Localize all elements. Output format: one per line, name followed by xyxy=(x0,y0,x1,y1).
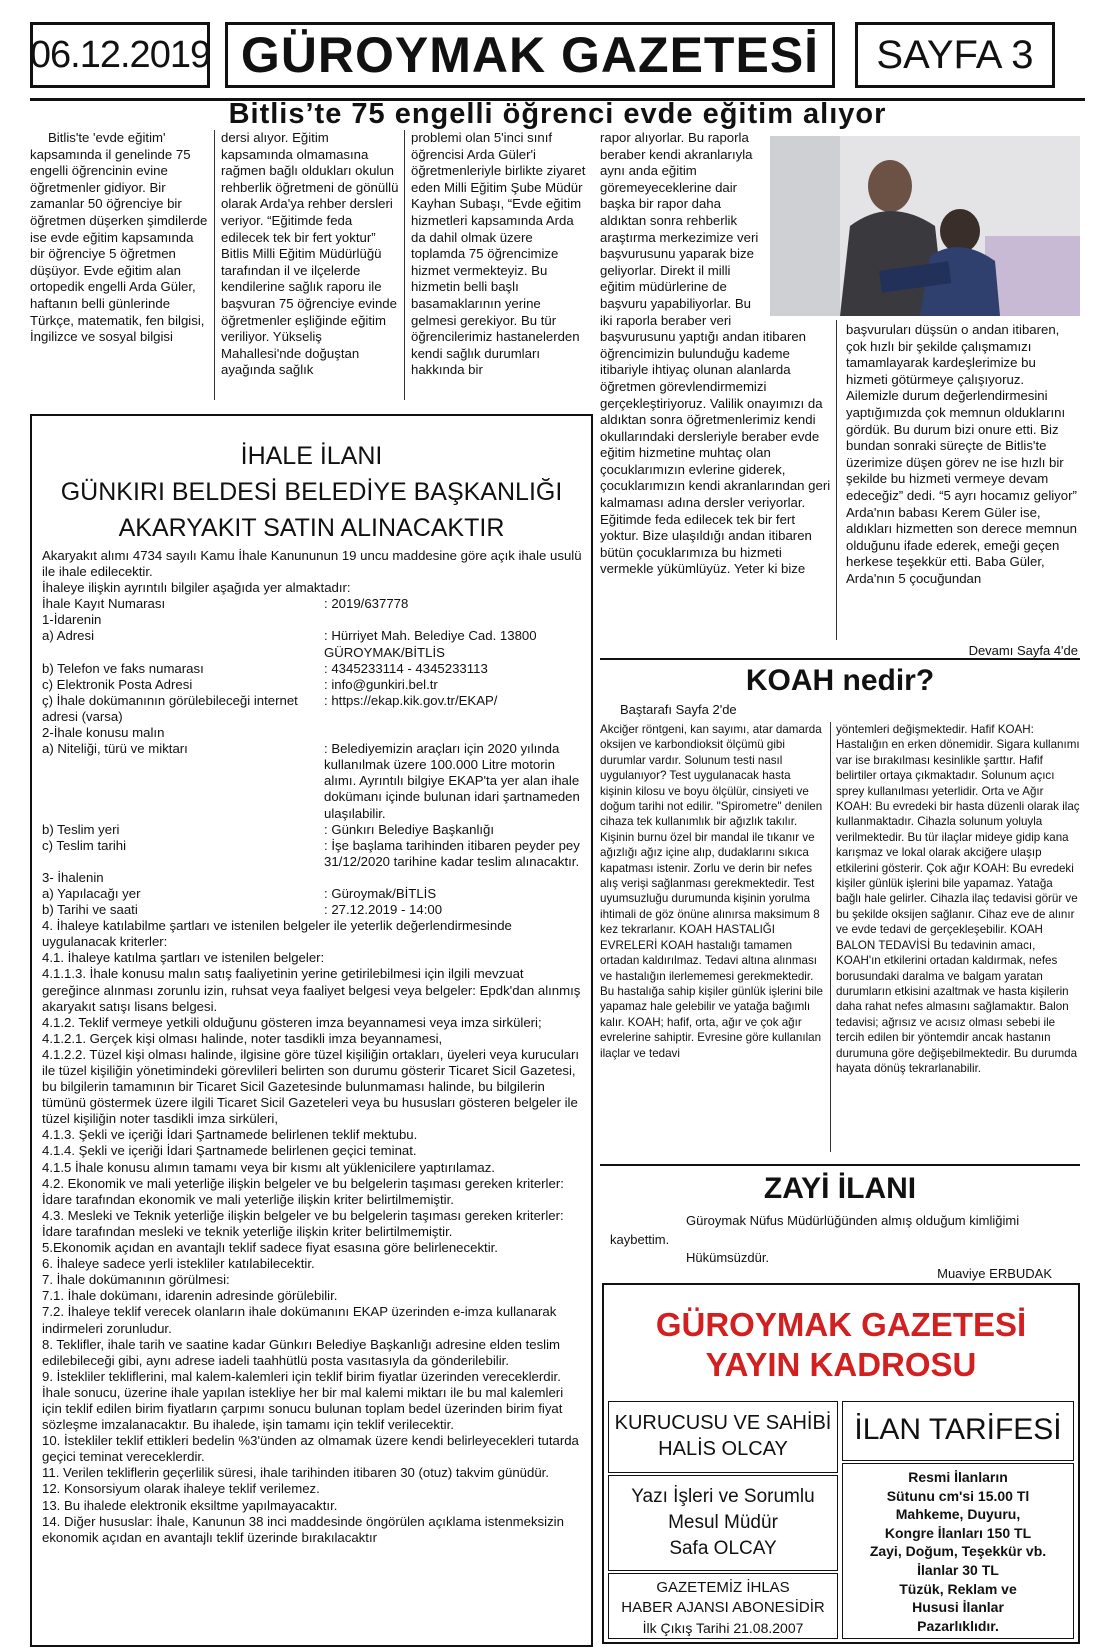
column-divider xyxy=(404,130,405,400)
owner-cell xyxy=(608,1401,838,1473)
tender-detail-label: b) Tarihi ve saati xyxy=(42,902,138,918)
newspaper-title: GÜROYMAK GAZETESİ xyxy=(225,22,835,88)
editor-role-2: Mesul Müdür xyxy=(668,1512,778,1533)
page-number: SAYFA 3 xyxy=(855,22,1055,88)
editor-role-1: Yazı İşleri ve Sorumlu xyxy=(631,1486,815,1507)
tender-detail-label: c) Teslim tarihi xyxy=(42,837,127,853)
tender-detail-value: : 4345233114 - 4345233113 xyxy=(324,660,488,676)
tender-condition-item: 7. İhale dokümanının görülmesi: xyxy=(42,1272,230,1288)
column-divider xyxy=(836,320,837,640)
tender-condition-item: 4.1.2. Teklif vermeye yetkili olduğunu gösteren imza beyannamesi veya imza sirküleri; xyxy=(42,1014,542,1030)
zayi-title: ZAYİ İLANI xyxy=(763,1172,917,1205)
rate-line: Hususi İlanlar xyxy=(912,1599,1004,1616)
tender-detail-row xyxy=(42,741,585,821)
article-column-2: dersi alıyor. Eğitim kapsamında olmamasına rağmen bağlı oldukları okulun rehberlik öğretmeni de gönüllü olarak Arda'ya rehber dersleri veriyor. “Eğitimde feda edilecek tek bir fert yoktur” Bitlis Milli Eğitim Müdürlüğü tarafından il ve ilçelerde kendilerine sağlık raporu ile başvuran 75 öğrenciye evinde öğretmenler eşliğinde eğitim veriliyor. Yükseliş Mahallesi'nde doğuştan ayağında sağlık xyxy=(221,130,399,378)
tender-condition-item: 4.1.3. Şekli ve içeriği İdari Şartnamede belirlenen teklif mektubu. xyxy=(42,1127,418,1143)
tender-condition-item: 4.1.4. Şekli ve içeriği İdari Şartnamede belirlenen geçici teminat. xyxy=(42,1143,417,1159)
tender-detail-row xyxy=(42,612,585,628)
tender-condition-item: 10. İstekliler teklif ettikleri bedelin %3'ünden az olmamak üzere kendi belirleyecekleri tutarda geçici teminat vereceklerdir. xyxy=(42,1433,579,1465)
tender-detail-label: a) Adresi xyxy=(42,628,95,644)
zayi-text-2: kaybettim. xyxy=(610,1232,670,1247)
tender-detail-label: a) Niteliği, türü ve miktarı xyxy=(42,741,188,757)
photo-spacer xyxy=(766,130,832,320)
column-divider xyxy=(214,130,215,400)
tender-detail-label: 3- İhalenin xyxy=(42,869,104,885)
tender-detail-value: : 27.12.2019 - 14:00 xyxy=(324,902,443,918)
article-column-3: problemi olan 5'inci sınıf öğrencisi Arda Güler'i öğretmenleriyle birlikte ziyaret eden Milli Eğitim Şube Müdür Kayhan Subaşı, “Evde eğitim hizmetleri kapsamında Arda da dahil olmak üzere toplamda 75 öğrencimize hizmet vermekteyiz. Bu hizmetin belli başlı basamaklarının yerine gelmesi gerekiyor. Bu tür öğrencilerimiz hastanelerden kendi sağlık durumları hakkında bir xyxy=(411,130,586,378)
koah-column-1: Akciğer röntgeni, kan sayımı, atar damarda oksijen ve karbondioksit ölçümü gibi durumlar vardır. Solunum testi nasıl uygulanıyor? Test uygulanacak hasta kişinin kilosu ve boyu ölçülür, cinsiyeti ve doğum tarihi not edilir. "Spirometre" denilen cihaza tek kullanımlık bir ağızlık takılır. Kişinin burnu özel bir mandal ile tıkanır ve ağızlığı ağız içine alıp, dudaklarını sıkıca kapatması istenir. Zorlu ve derin bir nefes alış verişi sağlanması gerekmektedir. Test uyumsuzluğu durumunda kişinin yorulma ihtimali de göz önüne alınırsa maksimum 8 kez tekrarlanır. KOAH HASTALIĞI EVRELERİ KOAH hastalığı tamamen ortadan kaldırılmaz. Tedavi altına alınması ve hastalığın ilerlememesi gerekmektedir. Bu hastalığa sahip kişiler günlük işlerini bile yapamaz hale gelebilir ve yatağa bağımlı kalır. KOAH; hafif, orta, ağır ve çok ağır evrelerine sahiptir. Evresine göre kullanılan ilaçlar ve tedavi xyxy=(600,723,823,1060)
tender-body xyxy=(42,548,585,1546)
tender-detail-row xyxy=(42,677,585,693)
rates-title: İLAN TARİFESİ xyxy=(842,1401,1074,1461)
tender-condition-item: 8. Teklifler, ihale tarih ve saatine kadar Günkırı Belediye Başkanlığı adresine elden teslim edilebileceği gibi, aynı adrese iadeli taahhütlü posta vasıtasıyla da gönderilebilir. xyxy=(42,1336,561,1368)
tender-detail-label: b) Teslim yeri xyxy=(42,821,120,837)
tender-detail-value: : Hürriyet Mah. Belediye Cad. 13800 GÜROYMAK/BİTLİS xyxy=(324,628,537,660)
section-divider xyxy=(600,1164,1080,1166)
staff-title-line-2: YAYIN KADROSU xyxy=(705,1346,977,1383)
tender-condition-item: 5.Ekonomik açıdan en avantajlı teklif sadece fiyat esasına göre belirlenecektir. xyxy=(42,1240,498,1256)
tender-condition-item: 4.1. İhaleye katılma şartları ve istenilen belgeler: xyxy=(42,950,325,966)
rates-list xyxy=(842,1463,1074,1639)
rate-line: Mahkeme, Duyuru, xyxy=(895,1506,1021,1523)
tender-detail-value: : İşe başlama tarihinden itibaren peyder pey 31/12/2020 tarihine kadar teslim alınacaktır. xyxy=(324,837,580,869)
tender-detail-label: c) Elektronik Posta Adresi xyxy=(42,676,193,692)
staff-title-line-1: GÜROYMAK GAZETESİ xyxy=(655,1306,1027,1343)
tender-detail-row xyxy=(42,838,585,870)
tender-detail-value: : Belediyemizin araçları için 2020 yılında kullanılmak üzere 100.000 Litre motorin alımı. Ayrıntılı bilgiye EKAP'ta yer alan ihale dokümanı içinde bulunan idari şartnameden ulaşılabilir. xyxy=(324,741,580,821)
tender-condition-item: 4. İhaleye katılabilme şartları ve istenilen belgeler ile yeterlik değerlendirmesinde uygulanacak kriterler: xyxy=(42,918,512,950)
tender-detail-row xyxy=(42,661,585,677)
staff-box xyxy=(602,1283,1080,1644)
tender-detail-row xyxy=(42,596,585,612)
tender-detail-row xyxy=(42,886,585,902)
tender-condition-item: 4.3. Mesleki ve Teknik yeterliğe ilişkin belgeler ve bu belgelerin taşıması gereken kriterler: İdare tarafından mesleki ve teknik yeterliğe ilişkin kriter belirtilmemiştir. xyxy=(42,1207,564,1239)
tender-detail-label: İhale Kayıt Numarası xyxy=(42,596,166,612)
editor-name: Safa OLCAY xyxy=(669,1538,777,1559)
rate-line: İlanlar 30 TL xyxy=(917,1561,999,1578)
koah-from-note: Baştarafı Sayfa 2'de xyxy=(620,702,737,717)
rate-line: Pazarlıklıdır. xyxy=(917,1617,999,1634)
koah-title: KOAH nedir? xyxy=(745,664,935,697)
tender-condition-item: 4.1.5 İhale konusu alımın tamamı veya bir kısmı alt yüklenicilere yaptırılamaz. xyxy=(42,1159,495,1175)
agency-line-1: GAZETEMİZ İHLAS xyxy=(656,1579,790,1596)
tender-condition-item: 4.2. Ekonomik ve mali yeterliğe ilişkin belgeler ve bu belgelerin taşıması gereken kriterler: İdare tarafından ekonomik ve mali yeterliğe ilişkin kriter belirtilmemiştir. xyxy=(42,1175,564,1207)
article-column-5: başvuruları düşsün o andan itibaren, çok hızlı bir şekilde çalışmamızı tamamlayarak kardeşlerimize bu hizmeti götürmeye çalışıyoruz. Ailemizle durum değerlendirmesini yaptığımızda çok memnun olduklarını gördük. Bu durum bizi onure etti. Biz bundan sonraki süreçte de Bitlis'te üzerimize düşen görev ne ise hızlı bir şekilde bu hizmeti vermeye devam edeceğiz” dedi. “5 ayrı hocamız geliyor” Arda'nın babası Kerem Güler ise, aldıkları hizmetten son derece memnun olduğunu ifade ederek, emeği geçen herkese teşekkür etti. Baba Güler, Arda'nın 5 çocuğundan xyxy=(846,322,1077,586)
tender-detail-value xyxy=(324,870,585,886)
tender-detail-value xyxy=(324,725,585,741)
zayi-text-1: Güroymak Nüfus Müdürlüğünden almış olduğum kimliğimi xyxy=(686,1213,1020,1228)
tender-condition-item: 7.1. İhale dokümanı, idarenin adresinde görülebilir. xyxy=(42,1288,338,1304)
column-divider xyxy=(830,722,831,1152)
tender-detail-value: : 2019/637778 xyxy=(324,596,409,612)
continued-note: Devamı Sayfa 4'de xyxy=(968,643,1078,658)
tender-detail-row xyxy=(42,902,585,918)
tender-condition-item: 14. Diğer hususlar: İhale, Kanunun 38 inci maddesinde öngörülen açıklama istenmeksizin ekonomik açıdan en avantajlı teklif üzerinde bırakılacaktır xyxy=(42,1513,564,1545)
tender-detail-row xyxy=(42,628,585,660)
tender-detail-value: : Güroymak/BİTLİS xyxy=(324,885,437,901)
tender-intro-2: İhaleye ilişkin ayrıntılı bilgiler aşağıda yer almaktadır: xyxy=(42,580,351,596)
rate-line: Tüzük, Reklam ve xyxy=(899,1580,1017,1597)
section-divider xyxy=(600,658,1080,660)
rate-line: Sütunu cm'si 15.00 Tl xyxy=(886,1487,1030,1504)
tender-condition-item: 12. Konsorsiyum olarak ihaleye teklif verilemez. xyxy=(42,1481,320,1497)
tender-detail-row xyxy=(42,693,585,725)
tender-institution: GÜNKIRI BELDESİ BELEDİYE BAŞKANLIĞI xyxy=(60,478,563,506)
zayi-text-3: Hükümsüzdür. xyxy=(686,1250,770,1265)
article-headline: Bitlis’te 75 engelli öğrenci evde eğitim alıyor xyxy=(228,98,887,130)
agency-cell xyxy=(608,1573,838,1639)
tender-conditions xyxy=(42,918,585,1546)
owner-name: HALİS OLCAY xyxy=(658,1438,788,1460)
tender-notice xyxy=(30,414,593,1647)
first-issue-date: İlk Çıkış Tarihi 21.08.2007 xyxy=(642,1620,804,1636)
article-column-1: Bitlis'te 'evde eğitim' kapsamında il genelinde 75 engelli öğrencinin evine öğretmenler gidiyor. Bir zamanlar 50 öğrenciye bir öğretmen düşerken şimdilerde ise evde eğitim kapsamında bir öğrenciye 5 öğretmen düşüyor. Evde eğitim alan ortopedik engelli Arda Güler, haftanın belli günlerinde Türkçe, matematik, fen bilgisi, İngilizce ve sosyal bilgisi xyxy=(30,130,208,345)
editor-cell xyxy=(608,1475,838,1571)
koah-column-2: yöntemleri değişmektedir. Hafif KOAH: Hastalığın en erken dönemidir. Sigara kullanımı var ise bırakılması kesinlikle şarttır. Hafif belirtiler ortaya çıkmaktadır. Solunum açıcı sprey kullanılması yeterlidir. Orta ve Ağır KOAH: Bu evredeki bir hasta düzenli olarak ilaç kullanmaktadır. Cihazla solunum yoluyla verilmektedir. Bu tür ilaçlar mideye gidip kana karışmaz ve lokal olarak akciğere ulaşıp etkilerini gösterir. Çok ağır KOAH: Bu evredeki kişiler günlük işlerini bile yapamaz. Yatağa bağlı hale gelirler. Cihazla ilaç tedavisi görür ve bu şekilde oksijen sağlanır. Cihaz eve de alınır ve evde tedavi de gerçekleşebilir. KOAH BALON TEDAVİSİ Bu tedavinin amacı, KOAH'ın etkilerini ortadan kaldırmak, nefes borusundaki daralma ve balgam yaratan durumların etkisini azaltmak ve hasta kişilerin daha rahat nefes almasını sağlamaktır. Balon tedavisi; ağrısız ve acısız olması sebebi ile tercih edilen bir yöntemdir ancak hastanın durumuna göre değişebilmektedir. Bu durumda hayata dönüş tekrarlanabilir. xyxy=(836,723,1080,1075)
tender-detail-value[interactable]: : https://ekap.kik.gov.tr/EKAP/ xyxy=(324,692,498,708)
tender-detail-label: 1-İdarenin xyxy=(42,612,102,628)
tender-condition-item: 4.1.2.2. Tüzel kişi olması halinde, ilgisine göre tüzel kişiliğin ortakları, üyeleri veya kurucuları ile tüzel kişiliğin yönetimindeki görevlileri belirten son durumu gösterir Ticaret Sicil Gazetesi, bu bilgilerin tamamının bir Ticaret Sicil Gazetesinde bulunmaması halinde, bu bilgilerin tümünü göstermek üzere ilgili Ticaret Sicil Gazeteleri veya bu hususları gösteren belgeler ile tüzel kişiliğin noter tasdikli imza sirküleri, xyxy=(42,1046,580,1127)
tender-condition-item: 9. İstekliler tekliflerini, mal kalem-kalemleri için teklif birim fiyatlar üzerinden vereceklerdir. İhale sonucu, üzerine ihale yapılan istekliye her bir mal kalemi miktarı ile bu mal kalemleri için teklif edilen birim fiyatların çarpımı sonucu bulunan toplam bedel üzerinden birim fiyat sözleşme imzalanacaktır. Bu ihalede, işin tamamı için teklif verilecektir. xyxy=(42,1368,564,1433)
tender-detail-row xyxy=(42,870,585,886)
tender-intro: Akaryakıt alımı 4734 sayılı Kamu İhale Kanununun 19 uncu maddesine göre açık ihale usulü ile ihale edilecektir. xyxy=(42,548,582,580)
tender-detail-label: 2-İhale konusu malın xyxy=(42,725,165,741)
zayi-signature: Muaviye ERBUDAK xyxy=(937,1266,1052,1281)
tender-detail-row xyxy=(42,822,585,838)
rate-line: Zayi, Doğum, Teşekkür vb. xyxy=(869,1543,1047,1560)
tender-title: İHALE İLANI xyxy=(240,442,383,470)
tender-condition-item: 4.1.2.1. Gerçek kişi olması halinde, noter tasdikli imza beyannamesi, xyxy=(42,1030,443,1046)
tender-detail-label: ç) İhale dokümanının görülebileceği internet adresi (varsa) xyxy=(42,692,298,724)
tender-subject: AKARYAKIT SATIN ALINACAKTIR xyxy=(118,514,505,542)
rate-line: Resmi İlanların xyxy=(908,1469,1008,1485)
issue-date: 06.12.2019 xyxy=(30,22,210,88)
tender-condition-item: 11. Verilen tekliflerin geçerlilik süresi, ihale tarihinden itibaren 30 (otuz) takvim günüdür. xyxy=(42,1465,550,1481)
tender-detail-value: : info@gunkiri.bel.tr xyxy=(324,676,438,692)
tender-condition-item: 4.1.1.3. İhale konusu malın satış faaliyetinin yerine getirilebilmesi için ilgili mevzuat gereğince alınması zorunlu izin, ruhsat veya faaliyet belgesi veya belgeler: Epdk'dan alınmış akaryakıt satışı lisans belgesi. xyxy=(42,966,581,1014)
tender-detail-label: a) Yapılacağı yer xyxy=(42,885,141,901)
article-column-4: rapor alıyorlar. Bu raporla beraber kendi akranlarıyla aynı anda eğitim göremeyeceklerine dair başka bir rapor daha aldıktan sonra rehberlik araştırma merkezimize veri başvurusunu yaparak bize geliyorlar. Direkt il milli eğitim müdürlerine de başvuru yapabiliyorlar. Bu iki raporla beraber veri başvurusunu yaptığı andan itibaren öğrencimizin bulunduğu kademe itibariyle ihtiyaç olunan alanlarda öğretmen görevlendirmemizi gerçekleştiriyoruz. Valilik onayımızı da aldıktan sonra öğretmenlerimiz kendi okullarındaki dersleriyle beraber evde eğitim hizmetine muhtaç olan çocuklarımızın evlerine giderek, çocuklarımızın kendi akranlarından geri kalmaması adına dersler veriyorlar. Eğitimde feda edilecek tek bir fert yoktur. Bize ulaşıldığı andan itibaren bütün çocuklarımıza bu hizmeti vermekle yükümlüyüz. Yeter ki bize xyxy=(600,130,831,577)
owner-role: KURUCUSU VE SAHİBİ xyxy=(614,1412,832,1434)
tender-detail-value xyxy=(324,612,585,628)
tender-detail-value: : Günkırı Belediye Başkanlığı xyxy=(324,821,495,837)
staff-newspaper-title xyxy=(604,1305,1078,1385)
agency-line-2: HABER AJANSI ABONESİDİR xyxy=(621,1599,825,1616)
tender-details xyxy=(42,596,585,918)
tender-condition-item: 7.2. İhaleye teklif verecek olanların ihale dokümanını EKAP üzerinden e-imza kullanarak indirmeleri zorunludur. xyxy=(42,1304,557,1336)
tender-detail-label: b) Telefon ve faks numarası xyxy=(42,660,204,676)
tender-condition-item: 6. İhaleye sadece yerli istekliler katılabilecektir. xyxy=(42,1256,315,1272)
article-column-4-top xyxy=(600,130,832,640)
rate-line: Kongre İlanları 150 TL xyxy=(884,1524,1032,1541)
tender-condition-item: 13. Bu ihalede elektronik eksiltme yapılmayacaktır. xyxy=(42,1497,338,1513)
tender-detail-row xyxy=(42,725,585,741)
